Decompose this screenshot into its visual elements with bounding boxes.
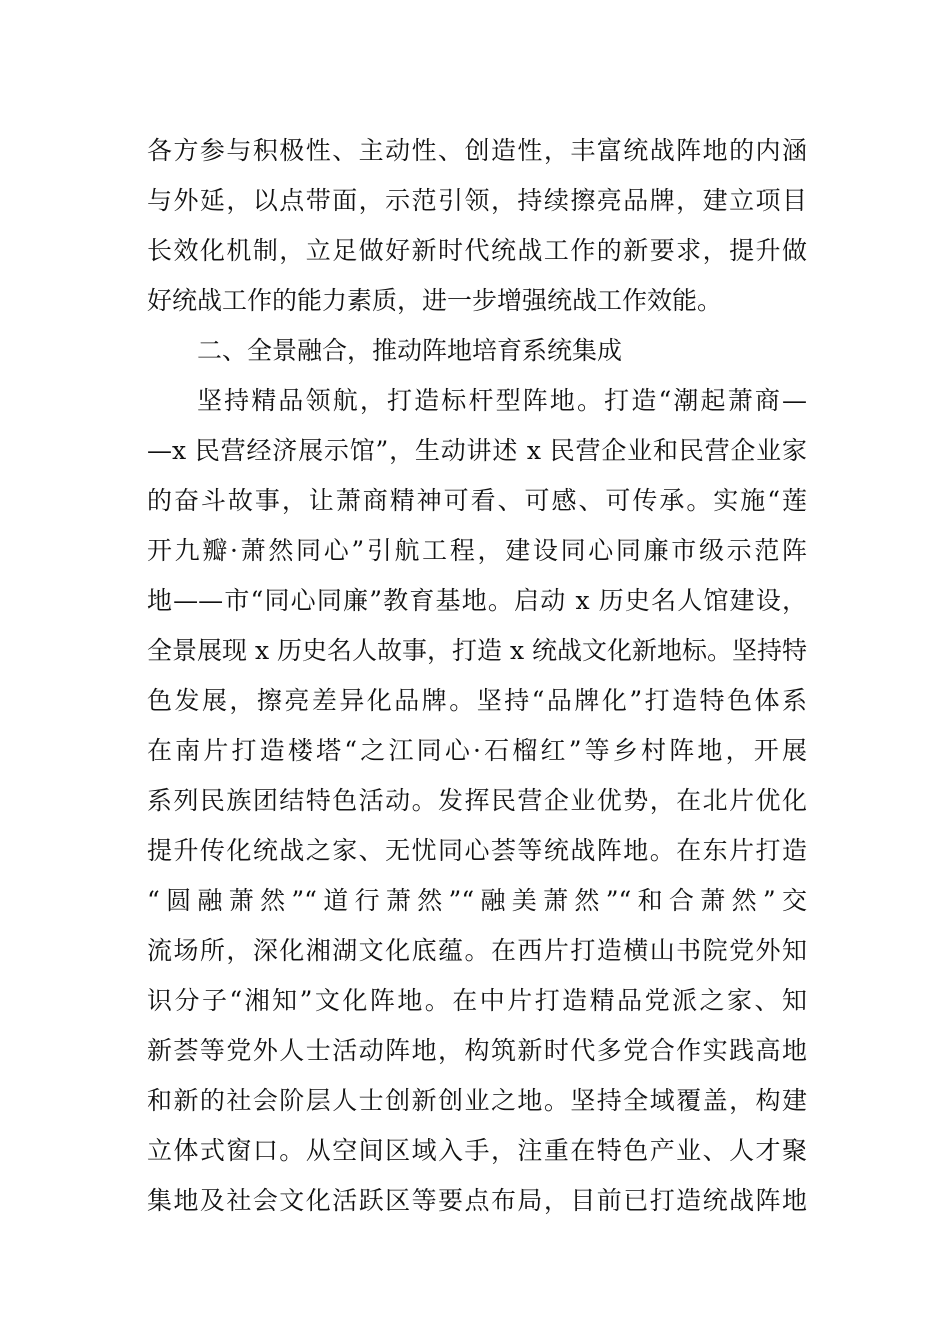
- text-line: 流场所，深化湘湖文化底蕴。在西片打造横山书院党外知: [147, 936, 807, 965]
- text-line: 和新的社会阶层人士创新创业之地。坚持全域覆盖，构建: [147, 1086, 807, 1115]
- text-line: 坚持精品领航，打造标杆型阵地。打造“潮起萧商—: [197, 386, 807, 415]
- text-line: 色发展，擦亮差异化品牌。坚持“品牌化”打造特色体系: [147, 686, 807, 715]
- text-line: 地——市“同心同廉”教育基地。启动 x 历史名人馆建设，: [147, 586, 807, 615]
- text-line: 全景展现 x 历史名人故事，打造 x 统战文化新地标。坚持特: [147, 636, 807, 665]
- text-line: 提升传化统战之家、无忧同心荟等统战阵地。在东片打造: [147, 836, 807, 865]
- text-line: 的奋斗故事，让萧商精神可看、可感、可传承。实施“莲: [147, 486, 807, 515]
- text-line: 开九瓣·萧然同心”引航工程，建设同心同廉市级示范阵: [147, 536, 807, 565]
- text-line: 立体式窗口。从空间区域入手，注重在特色产业、人才聚: [147, 1136, 807, 1165]
- text-line: 系列民族团结特色活动。发挥民营企业优势，在北片优化: [147, 786, 807, 815]
- text-line: —x 民营经济展示馆”，生动讲述 x 民营企业和民营企业家: [147, 436, 807, 465]
- text-line: 好统战工作的能力素质，进一步增强统战工作效能。: [147, 286, 723, 315]
- text-line: 识分子“湘知”文化阵地。在中片打造精品党派之家、知: [147, 986, 807, 1015]
- section-heading: 二、全景融合，推动阵地培育系统集成: [197, 336, 623, 365]
- text-line: “圆融萧然”“道行萧然”“融美萧然”“和合萧然”交: [147, 886, 807, 915]
- text-line: 与外延，以点带面，示范引领，持续擦亮品牌，建立项目: [147, 186, 807, 215]
- text-line: 各方参与积极性、主动性、创造性，丰富统战阵地的内涵: [147, 136, 807, 165]
- text-line: 集地及社会文化活跃区等要点布局，目前已打造统战阵地: [147, 1186, 807, 1215]
- text-line: 新荟等党外人士活动阵地，构筑新时代多党合作实践高地: [147, 1036, 807, 1065]
- text-line: 在南片打造楼塔“之江同心·石榴红”等乡村阵地，开展: [147, 736, 807, 765]
- text-line: 长效化机制，立足做好新时代统战工作的新要求，提升做: [147, 236, 807, 265]
